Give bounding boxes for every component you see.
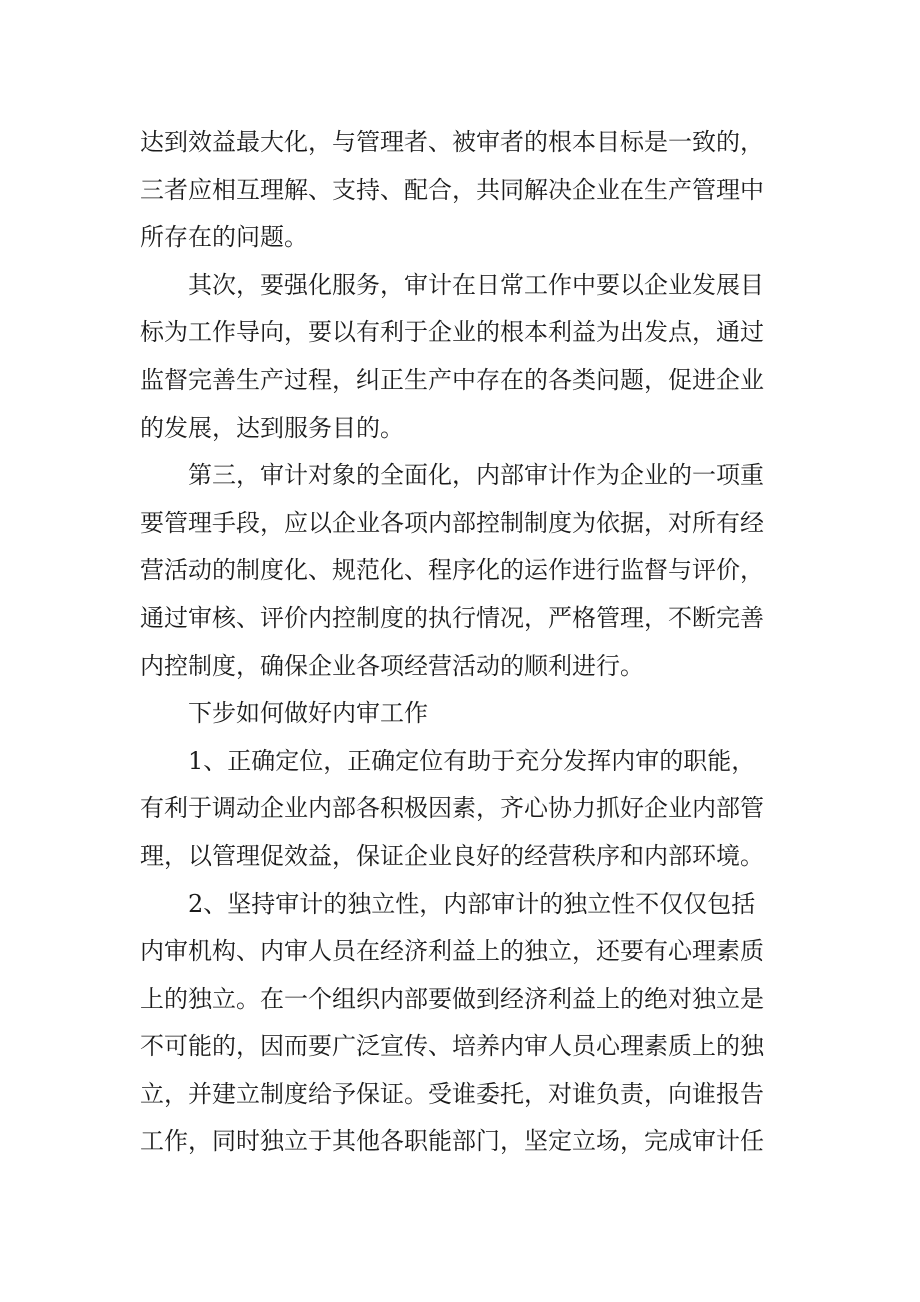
text-line: 标为工作导向，要以有利于企业的根本利益为出发点，通过 (140, 318, 764, 347)
text-line: 内控制度，确保企业各项经营活动的顺利进行。 (140, 651, 644, 680)
text-line: 内审机构、内审人员在经济利益上的独立，还要有心理素质 (140, 937, 764, 966)
text-line: 所存在的问题。 (140, 223, 308, 252)
paragraph-start-line: 第三，审计对象的全面化，内部审计作为企业的一项重 (188, 461, 764, 490)
text-line: 理，以管理促效益，保证企业良好的经营秩序和内部环境。 (140, 841, 764, 870)
text-line: 上的独立。在一个组织内部要做到经济利益上的绝对独立是 (140, 984, 764, 1013)
text-line: 营活动的制度化、规范化、程序化的运作进行监督与评价， (140, 556, 764, 585)
text-line: 有利于调动企业内部各积极因素，齐心协力抓好企业内部管 (140, 794, 764, 823)
document-body (140, 119, 790, 1166)
text-line: 通过审核、评价内控制度的执行情况，严格管理，不断完善 (140, 603, 764, 632)
text-line: 工作，同时独立于其他各职能部门，坚定立场，完成审计任 (140, 1127, 764, 1156)
text-line: 的发展，达到服务目的。 (140, 413, 404, 442)
section-heading: 下步如何做好内审工作 (188, 699, 428, 728)
paragraph-start-line: 1、正确定位，正确定位有助于充分发挥内审的职能， (188, 746, 756, 775)
text-line: 达到效益最大化，与管理者、被审者的根本目标是一致的， (140, 128, 764, 156)
text-line: 立，并建立制度给予保证。受谁委托，对谁负责，向谁报告 (140, 1079, 764, 1108)
text-line: 不可能的，因而要广泛宣传、培养内审人员心理素质上的独 (140, 1032, 764, 1061)
paragraph-start-line: 2、坚持审计的独立性，内部审计的独立性不仅仅包括 (188, 889, 756, 918)
text-line: 三者应相互理解、支持、配合，共同解决企业在生产管理中 (140, 175, 764, 204)
text-line: 要管理手段，应以企业各项内部控制制度为依据，对所有经 (140, 508, 764, 537)
paragraph-start-line: 其次，要强化服务，审计在日常工作中要以企业发展目 (188, 270, 764, 299)
text-line: 监督完善生产过程，纠正生产中存在的各类问题，促进企业 (140, 365, 764, 394)
